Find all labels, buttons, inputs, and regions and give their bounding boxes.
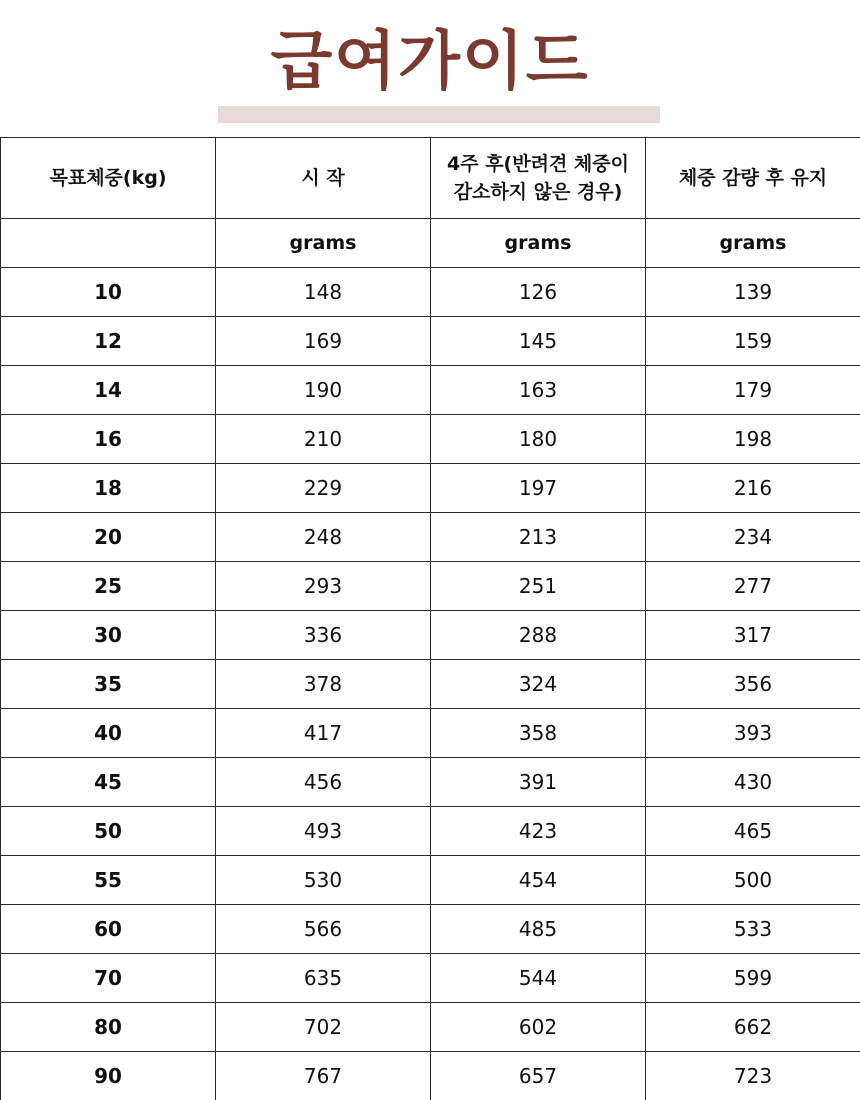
table-row (1, 268, 860, 317)
maintenance-grams-cell: 234 (646, 513, 860, 562)
table-row (1, 562, 860, 611)
target-weight-cell: 80 (1, 1003, 216, 1052)
table-row (1, 464, 860, 513)
target-weight-cell: 10 (1, 268, 216, 317)
start-grams-cell: 530 (216, 856, 431, 905)
maintenance-grams-cell: 533 (646, 905, 860, 954)
unit-cell: grams (646, 219, 860, 268)
unit-cell: grams (216, 219, 431, 268)
table-row (1, 807, 860, 856)
maintenance-grams-cell: 179 (646, 366, 860, 415)
header-after-4-weeks: 4주 후(반려견 체중이 감소하지 않은 경우) (431, 138, 646, 219)
target-weight-cell: 60 (1, 905, 216, 954)
after-4-weeks-grams-cell: 180 (431, 415, 646, 464)
unit-cell (1, 219, 216, 268)
table-row (1, 611, 860, 660)
start-grams-cell: 417 (216, 709, 431, 758)
start-grams-cell: 210 (216, 415, 431, 464)
table-row (1, 513, 860, 562)
after-4-weeks-grams-cell: 213 (431, 513, 646, 562)
unit-row (1, 219, 860, 268)
target-weight-cell: 14 (1, 366, 216, 415)
target-weight-cell: 40 (1, 709, 216, 758)
start-grams-cell: 229 (216, 464, 431, 513)
table-row (1, 660, 860, 709)
table-row (1, 317, 860, 366)
maintenance-grams-cell: 277 (646, 562, 860, 611)
target-weight-cell: 90 (1, 1052, 216, 1100)
table-row (1, 1003, 860, 1052)
after-4-weeks-grams-cell: 544 (431, 954, 646, 1003)
maintenance-grams-cell: 216 (646, 464, 860, 513)
maintenance-grams-cell: 723 (646, 1052, 860, 1100)
table-row (1, 1052, 860, 1100)
start-grams-cell: 635 (216, 954, 431, 1003)
after-4-weeks-grams-cell: 163 (431, 366, 646, 415)
table-row (1, 905, 860, 954)
target-weight-cell: 35 (1, 660, 216, 709)
maintenance-grams-cell: 159 (646, 317, 860, 366)
start-grams-cell: 248 (216, 513, 431, 562)
after-4-weeks-grams-cell: 454 (431, 856, 646, 905)
start-grams-cell: 456 (216, 758, 431, 807)
maintenance-grams-cell: 662 (646, 1003, 860, 1052)
maintenance-grams-cell: 599 (646, 954, 860, 1003)
table-row (1, 709, 860, 758)
target-weight-cell: 18 (1, 464, 216, 513)
header-maintenance: 체중 감량 후 유지 (646, 138, 860, 219)
after-4-weeks-grams-cell: 251 (431, 562, 646, 611)
after-4-weeks-grams-cell: 324 (431, 660, 646, 709)
target-weight-cell: 70 (1, 954, 216, 1003)
header-start: 시 작 (216, 138, 431, 219)
start-grams-cell: 566 (216, 905, 431, 954)
page-title: 급여가이드 (270, 25, 590, 99)
maintenance-grams-cell: 198 (646, 415, 860, 464)
table-row (1, 758, 860, 807)
after-4-weeks-grams-cell: 126 (431, 268, 646, 317)
target-weight-cell: 55 (1, 856, 216, 905)
maintenance-grams-cell: 465 (646, 807, 860, 856)
target-weight-cell: 16 (1, 415, 216, 464)
after-4-weeks-grams-cell: 145 (431, 317, 646, 366)
target-weight-cell: 12 (1, 317, 216, 366)
maintenance-grams-cell: 500 (646, 856, 860, 905)
target-weight-cell: 25 (1, 562, 216, 611)
maintenance-grams-cell: 317 (646, 611, 860, 660)
start-grams-cell: 169 (216, 317, 431, 366)
after-4-weeks-grams-cell: 602 (431, 1003, 646, 1052)
after-4-weeks-grams-cell: 197 (431, 464, 646, 513)
start-grams-cell: 378 (216, 660, 431, 709)
unit-cell: grams (431, 219, 646, 268)
start-grams-cell: 767 (216, 1052, 431, 1100)
table-row (1, 415, 860, 464)
start-grams-cell: 293 (216, 562, 431, 611)
after-4-weeks-grams-cell: 358 (431, 709, 646, 758)
maintenance-grams-cell: 139 (646, 268, 860, 317)
after-4-weeks-grams-cell: 391 (431, 758, 646, 807)
table-row (1, 366, 860, 415)
start-grams-cell: 190 (216, 366, 431, 415)
header-row (1, 138, 860, 219)
table-row (1, 954, 860, 1003)
title-underline-bar (218, 106, 660, 123)
target-weight-cell: 30 (1, 611, 216, 660)
target-weight-cell: 20 (1, 513, 216, 562)
target-weight-cell: 50 (1, 807, 216, 856)
start-grams-cell: 336 (216, 611, 431, 660)
maintenance-grams-cell: 393 (646, 709, 860, 758)
after-4-weeks-grams-cell: 423 (431, 807, 646, 856)
feeding-guide-table (0, 137, 860, 1100)
table-row (1, 856, 860, 905)
after-4-weeks-grams-cell: 657 (431, 1052, 646, 1100)
start-grams-cell: 148 (216, 268, 431, 317)
header-target-weight: 목표체중(kg) (1, 138, 216, 219)
maintenance-grams-cell: 356 (646, 660, 860, 709)
start-grams-cell: 702 (216, 1003, 431, 1052)
after-4-weeks-grams-cell: 485 (431, 905, 646, 954)
target-weight-cell: 45 (1, 758, 216, 807)
start-grams-cell: 493 (216, 807, 431, 856)
after-4-weeks-grams-cell: 288 (431, 611, 646, 660)
maintenance-grams-cell: 430 (646, 758, 860, 807)
